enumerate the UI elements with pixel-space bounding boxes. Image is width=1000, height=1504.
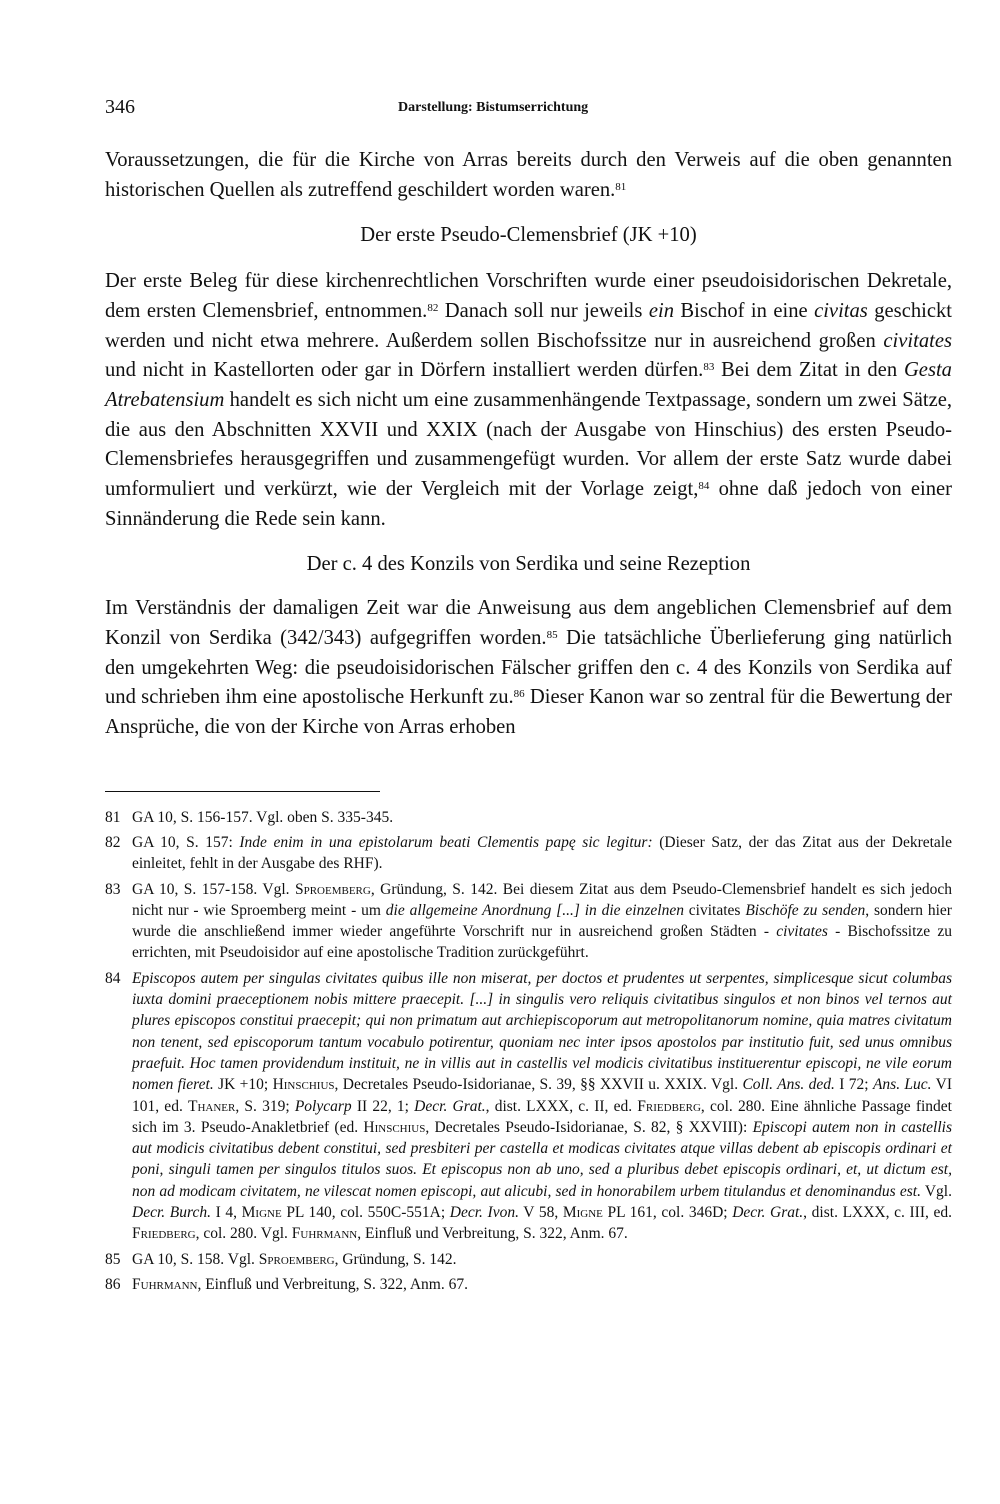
document-page — [105, 96, 952, 1299]
body-text — [105, 146, 952, 743]
footnote-ref-82[interactable]: 82 — [427, 301, 439, 314]
section-heading-clemensbrief: Der erste Pseudo-Clemensbrief (JK +10) — [360, 224, 697, 247]
paragraph-1: Voraussetzungen, die für die Kirche von Arras bereits durch den Verweis auf die oben genannten historischen Quellen als zutreffend geschildert worden waren.$^{81}$ — [105, 149, 952, 201]
footnote-84: 84 Episcopos autem per singulas civitates quibus ille non miserat, per doctos et prudentes ut serpentes, simplicesque sicut columbas iuxta domini praeceptionem nobis mittere praecepit. [...] in singulis vero reliquis civitatibus singulos et non binos vel ternos aut plures episcopos constitui praecepit; qui non primatum aut archiepiscoporum aut metropolitanorum nomine, quia matres civitatum non tenent, sed episcoporum tantum vocabulo potirentur, quoniam nec inter ipsos apostolos par institutio fuit, sed unus omnibus praefuit. Hoc tamen providendum instituit, ne in villis aut in castellis vel modicis civitatibus instituerentur episcopi, ne vile eorum nomen fieret. JK +10; Hinschius, Decretales Pseudo-Isidorianae, S. 39, §§ XXVII u. XXIX. Vgl. Coll. Ans. ded. I 72; Ans. Luc. VI 101, ed. Thaner, S. 319; Polycarp II 22, 1; Decr. Grat., dist. LXXX, c. II, ed. Friedberg, col. 280. Eine ähnliche Passage findet sich im 3. Pseudo-Anakletbrief (ed. Hinschius, Decretales Pseudo-Isidorianae, S. 82, § XXVIII): Episcopi autem non in castellis aut modicis civitatibus debent constitui, sed presbiteri per castella et modicas civitates atque villas debent ab episcopis ordinari et poni, singuli tamen per singulos titulos suos. Et episcopus non ab uno, sed a pluribus debet episcopis ordinari, et, ut dictum est, non ad modicam civitatem, ne vilescat nomen episcopi, aut alicubi, sed in honorabilem urbem titulandus et denominandus est. Vgl. Decr. Burch. I 4, Migne PL 140, col. 550C-551A; Decr. Ivon. V 58, Migne PL 161, col. 346D; Decr. Grat., dist. LXXX, c. III, ed. Friedberg, col. 280. Vgl. Fuhrmann, Einfluß und Verbreitung, S. 322, Anm. 67. — [105, 969, 953, 1243]
footnote-ref-84[interactable]: 84 — [698, 480, 710, 493]
footnote-83: 83 GA 10, S. 157-158. Vgl. Sproemberg, Gründung, S. 142. Bei diesem Zitat aus dem Pseudo-Clemensbrief handelt es sich jedoch nicht nur - wie Sproemberg meint - um die allgemeine Anordnung [...] in die einzelnen civitates Bischöfe zu senden, sondern hier wurde die anschließend immer wieder angeführte Vorschrift nur in ausreichend großen Städten - civitates - Bischofssitze zu errichten, mit Pseudoisidor auf eine apostolische Tradition zurückgeführt. — [105, 880, 953, 962]
page-number: 346 — [105, 96, 135, 118]
footnote-ref-83[interactable]: 83 — [703, 361, 715, 374]
footnotes — [105, 807, 952, 1296]
paragraph-3: Im Verständnis der damaligen Zeit war die Anweisung aus dem angeblichen Clemensbrief auf dem Konzil von Serdika (342/343) aufgegriffen worden.$^{85}$ Die tatsächliche Überlieferung ging natürlich den umgekehrten Weg: die pseudoisidorischen Fälscher griffen den c. 4 des Konzils von Serdika auf und schrieben ihm eine apostolische Herkunft zu.$^{86}$ Dieser Kanon war so zentral für die Bewertung der Ansprüche, die von der Kirche von Arras erhoben — [105, 597, 952, 738]
footnote-ref-81[interactable]: 81 — [615, 180, 627, 193]
section-heading-serdika: Der c. 4 des Konzils von Serdika und seine Rezeption — [306, 553, 751, 576]
footnote-ref-86[interactable]: 86 — [513, 688, 525, 701]
footnote-separator — [105, 791, 380, 792]
footnote-81: 81 GA 10, S. 156-157. Vgl. oben S. 335-345. — [105, 808, 394, 826]
running-head: Darstellung: Bistumserrichtung — [398, 100, 589, 115]
footnote-85: 85 GA 10, S. 158. Vgl. Sproemberg, Gründung, S. 142. — [105, 1250, 457, 1268]
footnote-86: 86 Fuhrmann, Einfluß und Verbreitung, S. 322, Anm. 67. — [105, 1275, 468, 1293]
page-header — [105, 96, 952, 126]
footnote-ref-85[interactable]: 85 — [546, 628, 558, 641]
footnote-82: 82 GA 10, S. 157: Inde enim in una epistolarum beati Clementis papę sic legitur: (Dieser Satz, der das Zitat aus der Dekretale einleitet, fehlt in der Ausgabe des RHF). — [105, 833, 952, 873]
paragraph-2: Der erste Beleg für diese kirchenrechtlichen Vorschriften wurde einer pseudoisidorischen Dekretale, dem ersten Clemensbrief, entnommen.$^{82}$ Danach soll nur jeweils ein Bischof in eine civitas geschickt werden und nicht etwa mehrere. Außerdem sollen Bischofssitze nur in ausreichend großen civitates und nicht in Kastellorten oder gar in Dörfern installiert werden dürfen.$^{83}$ Bei dem Zitat in den Gesta Atrebatensium handelt es sich nicht um eine zusammenhängende Textpassage, sondern um zwei Sätze, die aus den Abschnitten XXVII und XXIX (nach der Ausgabe von Hinschius) des ersten Pseudo-Clemensbriefes herausgegriffen und zusammengefügt wurden. Vor allem der erste Satz wurde dabei umformuliert und verkürzt, wie der Vergleich mit der Vorlage zeigt,$^{84}$ ohne daß jedoch von einer Sinnänderung die Rede sein kann. — [105, 270, 953, 530]
